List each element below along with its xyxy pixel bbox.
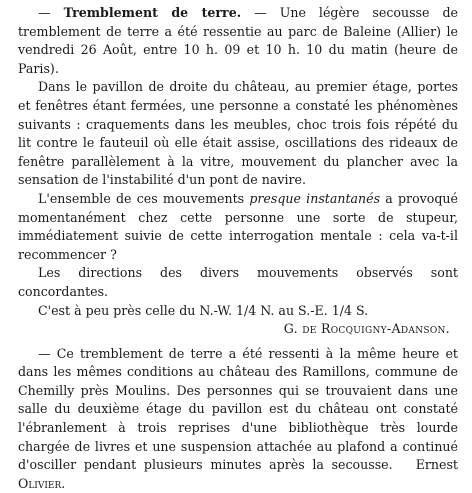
article1-title: Tremblement de terre. — [63, 5, 242, 20]
article2-signature-last: Olivier. — [18, 475, 66, 491]
article1-signature: G. de Rocquigny-Adanson. — [283, 321, 450, 337]
article1-p3-end: a provoqué momentanément chez cette personne une sorte de stupeur, immédiatement suivie de cette interrogation mentale : cela va-t-il recommencer ? — [18, 190, 458, 262]
article1-paragraph-5: C'est à peu près celle du N.-W. 1/4 N. au S.-E. 1/4 S. — [38, 302, 369, 318]
article2-signature-first: Ernest — [415, 457, 458, 473]
article1-p1-text: — Une légère secousse de tremblement de terre a été ressentie au parc de Baleine (Allier) le vendredi 26 Août, entre 10 h. 09 et 10 h. 10 du matin (heure de Paris). — [18, 5, 458, 76]
article1-p3-start: L'ensemble de ces mouvements — [38, 190, 250, 206]
article1-dash: — — [38, 5, 64, 20]
article2-paragraph-1 — [18, 345, 458, 493]
article1-paragraph-1 — [18, 4, 458, 78]
article1-p3-emphasis: presque instantanés — [249, 190, 381, 206]
document-page — [18, 4, 458, 493]
article2-p1-text: — Ce tremblement de terre a été ressenti à la même heure et dans les mêmes conditions au château des Ramillons, commune de Chemilly près Moulins. Des personnes qui se trouvaient dans une salle du deuxième étage du pavillon est du château ont constaté l'ébranlement à trois reprises d'une bibliothèque très lourde chargée de livres et une suspension attachée au plafond a continué d'osciller pendant plusieurs minutes après la secousse. — [18, 345, 458, 473]
article1-paragraph-2: Dans le pavillon de droite du château, au premier étage, portes et fenêtres étant fermées, une personne a constaté les phénomènes suivants : craquements dans les meubles, choc trois fois répété du lit contre le fauteuil où elle était assise, oscillations des rideaux de fenêtre parallèlement à la vitre, mouvement du plancher avec la sensation de l'instabilité d'un pont de navire. — [18, 79, 458, 188]
article1-paragraph-3 — [18, 190, 458, 264]
article1-paragraph-4: Les directions des divers mouvements observés sont concordantes. — [18, 265, 458, 299]
